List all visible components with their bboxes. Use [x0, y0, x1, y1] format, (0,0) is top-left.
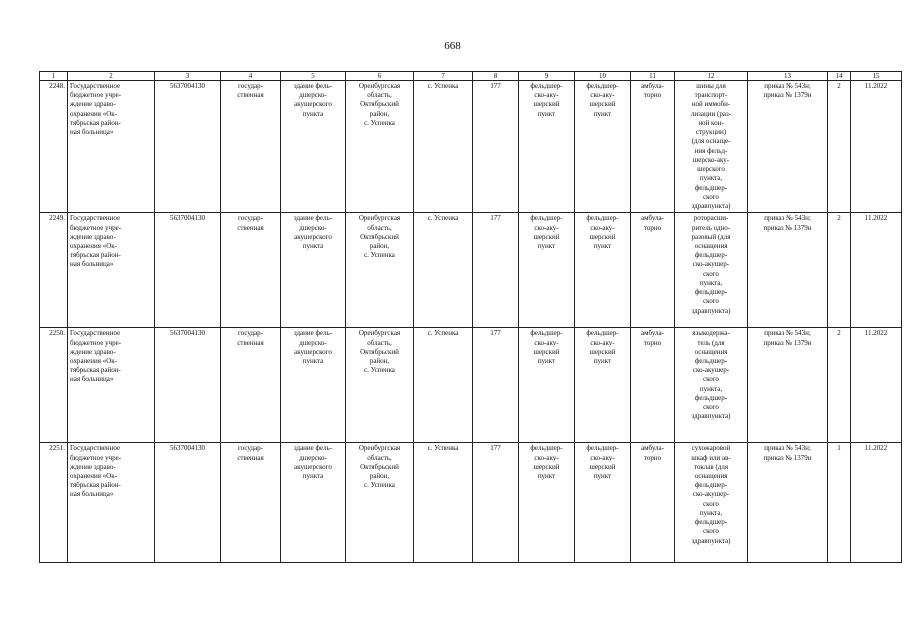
equipment-name: роторасши- ритель одно- разовый (для оснащения фельдшер- ско-акушер- ского пункта, фельдшер- ского здравпункта) — [675, 213, 748, 328]
settlement: с. Успенка — [414, 443, 473, 563]
column-number: 5 — [281, 72, 346, 81]
column-number: 8 — [473, 72, 519, 81]
settlement: с. Успенка — [414, 81, 473, 213]
column-number: 4 — [221, 72, 281, 81]
regulation: приказ № 543н; приказ № 1379н — [748, 328, 828, 443]
column-number: 7 — [414, 72, 473, 81]
column-number: 2 — [68, 72, 155, 81]
column-number: 3 — [155, 72, 221, 81]
row-number: 2248. — [40, 81, 68, 213]
inn: 5637004130 — [155, 443, 221, 563]
care-conditions: амбула- торно — [631, 443, 675, 563]
population: 177 — [473, 328, 519, 443]
date: 11.2022 — [851, 81, 902, 213]
regulation: приказ № 543н; приказ № 1379н — [748, 443, 828, 563]
column-number: 14 — [828, 72, 851, 81]
care-conditions: амбула- торно — [631, 213, 675, 328]
care-conditions: амбула- торно — [631, 328, 675, 443]
column-number: 6 — [346, 72, 414, 81]
register-table — [39, 71, 902, 563]
page-number: 668 — [444, 40, 461, 52]
unit-type: фельдшер- ско-аку- шерский пункт — [575, 328, 631, 443]
organization-name: Государственное бюджетное учре- ждение здраво- охранения «Ок- тябрьская район- ная больница» — [68, 328, 155, 443]
column-number: 13 — [748, 72, 828, 81]
table-row — [40, 213, 902, 328]
row-number: 2249. — [40, 213, 68, 328]
building-type: здание фель- дшерско- акушерского пункта — [281, 81, 346, 213]
inn: 5637004130 — [155, 328, 221, 443]
organization-name: Государственное бюджетное учре- ждение здраво- охранения «Ок- тябрьская район- ная больница» — [68, 443, 155, 563]
regulation: приказ № 543н; приказ № 1379н — [748, 81, 828, 213]
column-number: 1 — [40, 72, 68, 81]
date: 11.2022 — [851, 443, 902, 563]
address: Оренбургская область, Октябрьский район, с. Успенка — [346, 443, 414, 563]
quantity: 1 — [828, 443, 851, 563]
column-number: 9 — [519, 72, 575, 81]
settlement: с. Успенка — [414, 328, 473, 443]
population: 177 — [473, 81, 519, 213]
ownership-form: государ- ственная — [221, 213, 281, 328]
unit-type: фельдшер- ско-аку- шерский пункт — [575, 81, 631, 213]
unit-type: фельдшер- ско-аку- шерский пункт — [575, 443, 631, 563]
table-row — [40, 81, 902, 213]
row-number: 2250. — [40, 328, 68, 443]
organization-name: Государственное бюджетное учре- ждение здраво- охранения «Ок- тябрьская район- ная больница» — [68, 213, 155, 328]
column-number: 15 — [851, 72, 902, 81]
building-type: здание фель- дшерско- акушерского пункта — [281, 328, 346, 443]
facility-type: фельдшер- ско-аку- шерский пункт — [519, 81, 575, 213]
ownership-form: государ- ственная — [221, 443, 281, 563]
population: 177 — [473, 443, 519, 563]
column-number: 11 — [631, 72, 675, 81]
ownership-form: государ- ственная — [221, 81, 281, 213]
column-number: 12 — [675, 72, 748, 81]
address: Оренбургская область, Октябрьский район, с. Успенка — [346, 213, 414, 328]
facility-type: фельдшер- ско-аку- шерский пункт — [519, 213, 575, 328]
equipment-name: шины для транспорт- ной иммоби- лизации (раз- ной кон- струкции) (для оснаще- ния фельд- шерско-аку- шерского пункта, фельдшер- ского здравпункта) — [675, 81, 748, 213]
population: 177 — [473, 213, 519, 328]
settlement: с. Успенка — [414, 213, 473, 328]
quantity: 2 — [828, 81, 851, 213]
organization-name: Государственное бюджетное учре- ждение здраво- охранения «Ок- тябрьская район- ная больница» — [68, 81, 155, 213]
inn: 5637004130 — [155, 213, 221, 328]
table-row — [40, 328, 902, 443]
building-type: здание фель- дшерско- акушерского пункта — [281, 443, 346, 563]
facility-type: фельдшер- ско-аку- шерский пункт — [519, 328, 575, 443]
column-number-row — [40, 72, 902, 81]
ownership-form: государ- ственная — [221, 328, 281, 443]
address: Оренбургская область, Октябрьский район, с. Успенка — [346, 328, 414, 443]
table-row — [40, 443, 902, 563]
address: Оренбургская область, Октябрьский район, с. Успенка — [346, 81, 414, 213]
unit-type: фельдшер- ско-аку- шерский пункт — [575, 213, 631, 328]
building-type: здание фель- дшерско- акушерского пункта — [281, 213, 346, 328]
regulation: приказ № 543н; приказ № 1379н — [748, 213, 828, 328]
inn: 5637004130 — [155, 81, 221, 213]
date: 11.2022 — [851, 213, 902, 328]
column-number: 10 — [575, 72, 631, 81]
quantity: 2 — [828, 328, 851, 443]
facility-type: фельдшер- ско-аку- шерский пункт — [519, 443, 575, 563]
equipment-name: сухожаровой шкаф или ав- токлав (для оснащения фельдшер- ско-акушер- ского пункта, фельдшер- ского здравпункта) — [675, 443, 748, 563]
care-conditions: амбула- торно — [631, 81, 675, 213]
row-number: 2251. — [40, 443, 68, 563]
equipment-name: языкодержа- тель (для оснащения фельдшер- ско-акушер- ского пункта, фельдшер- ского здравпункта) — [675, 328, 748, 443]
quantity: 2 — [828, 213, 851, 328]
date: 11.2022 — [851, 328, 902, 443]
